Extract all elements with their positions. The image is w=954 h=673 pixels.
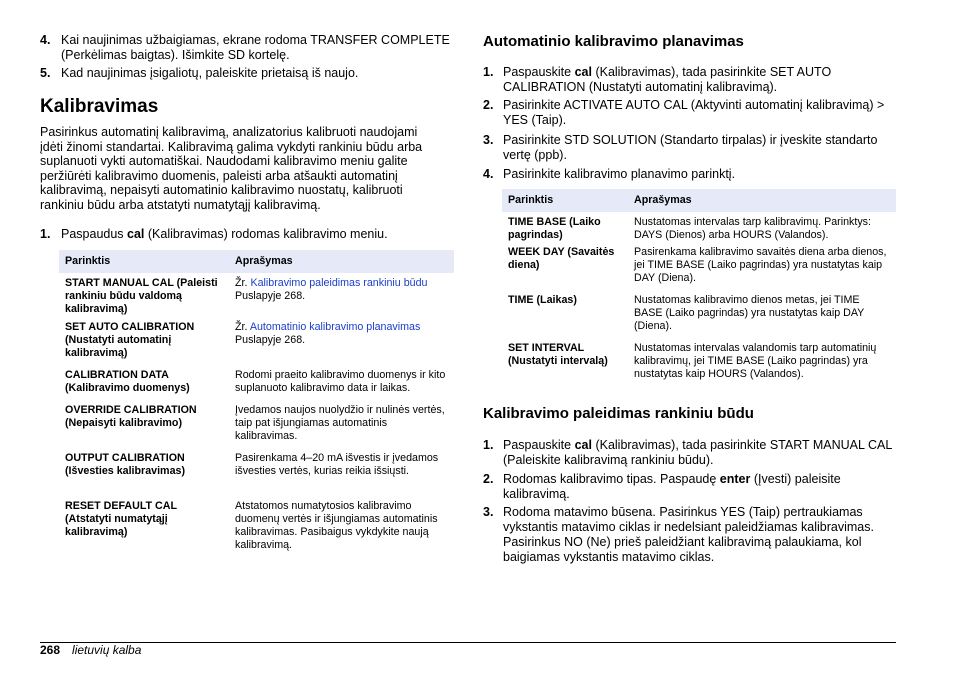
auto-cal-step-2 bbox=[483, 98, 896, 128]
calibration-intro-paragraph: Pasirinkus automatinį kalibravimą, analizatorius kalibruoti naudojami įdėti žinomi standartai. Kalibravimą galima vykdyti rankiniu būdu arba suplanuoti vykti automatiškai. Naudodami kalibravimo meniu galite peržiūrėti kalibravimo duomenis, paleisti arba atšaukti automatinį kalibravimą, nepaisyti automatinio kalibravimo nuostatų, kalibruoti rankiniu būdu arba atstatyti numatytąjį kalibravimą. bbox=[40, 125, 423, 212]
option-description: Nustatomas intervalas valandomis tarp automatinių kalibravimų, jei TIME BASE (Laiko pagrindas) yra nustatytas kaip HOURS (Valandos). bbox=[634, 342, 877, 380]
auto-calibration-options-table bbox=[502, 189, 896, 386]
table-row bbox=[59, 369, 454, 404]
key-label: cal bbox=[574, 65, 592, 79]
option-description: Žr. Kalibravimo paleidimas rankiniu būdu Puslapyje 268. bbox=[235, 277, 428, 302]
page-number: 268 bbox=[40, 643, 61, 657]
step-number: 2. bbox=[483, 98, 494, 112]
footer-divider bbox=[40, 642, 896, 643]
step-number: 1. bbox=[483, 65, 494, 79]
step-text: Pasirinkite STD SOLUTION (Standarto tirpalas) ir įveskite standarto vertę (ppb). bbox=[503, 133, 878, 162]
table-row bbox=[502, 246, 896, 294]
option-name: TIME BASE (Laiko pagrindas) bbox=[508, 216, 601, 241]
auto-cal-step-4 bbox=[483, 167, 896, 182]
step-4-update-complete bbox=[40, 33, 454, 63]
step-number: 4. bbox=[40, 33, 51, 47]
calibration-menu-table bbox=[59, 250, 454, 552]
key-label: cal bbox=[574, 438, 592, 452]
step-number: 1. bbox=[40, 227, 51, 241]
table-row bbox=[59, 404, 454, 452]
table-header-row bbox=[59, 250, 454, 273]
table-header-row bbox=[502, 189, 896, 212]
manual-cal-step-2 bbox=[483, 472, 896, 502]
option-name: CALIBRATION DATA (Kalibravimo duomenys) bbox=[65, 369, 190, 394]
step-number: 3. bbox=[483, 133, 494, 147]
step-number: 3. bbox=[483, 505, 494, 519]
auto-cal-step-3 bbox=[483, 133, 896, 163]
table-row bbox=[59, 273, 454, 321]
option-description: Pasirenkama kalibravimo savaitės diena arba dienos, jei TIME BASE (Laiko pagrindas) yra nustatytas kaip DAY (Diena). bbox=[634, 246, 887, 284]
table-row bbox=[502, 212, 896, 246]
option-description: Pasirenkama 4–20 mA išvestis ir įvedamos išvesties vertės, kurias reikia išsiųsti. bbox=[235, 452, 439, 477]
option-name: SET AUTO CALIBRATION (Nustatyti automatinį kalibravimą) bbox=[65, 321, 195, 359]
option-name: SET INTERVAL (Nustatyti intervalą) bbox=[508, 342, 608, 367]
option-description: Žr. Automatinio kalibravimo planavimas Puslapyje 268. bbox=[235, 321, 421, 346]
step-number: 1. bbox=[483, 438, 494, 452]
manual-cal-step-1 bbox=[483, 438, 896, 468]
manual-cal-step-3 bbox=[483, 505, 896, 565]
option-name: WEEK DAY (Savaitės diena) bbox=[508, 246, 615, 271]
step-text: Pasirinkite kalibravimo planavimo parinktį. bbox=[503, 167, 736, 181]
key-label: enter bbox=[719, 472, 751, 486]
step-text: Paspauskite cal (Kalibravimas), tada pasirinkite START MANUAL CAL (Paleiskite kalibravimą rankiniu būdu). bbox=[503, 438, 892, 467]
cross-reference-link[interactable]: Automatinio kalibravimo planavimas bbox=[249, 321, 421, 333]
step-number: 4. bbox=[483, 167, 494, 181]
table-row bbox=[59, 452, 454, 500]
step-number: 2. bbox=[483, 472, 494, 486]
option-name: OVERRIDE CALIBRATION (Nepaisyti kalibravimo) bbox=[65, 404, 197, 429]
page-footer bbox=[40, 643, 141, 657]
option-description: Atstatomos numatytosios kalibravimo duomenų vertės ir išjungiamas automatinis kalibravimas. Pasibaigus vykdykite naują kalibravimą. bbox=[235, 500, 438, 551]
option-description: Rodomi praeito kalibravimo duomenys ir kito suplanuoto kalibravimo data ir laikas. bbox=[235, 369, 446, 394]
step-text: Paspaudus cal (Kalibravimas) rodomas kalibravimo meniu. bbox=[61, 227, 388, 241]
option-name: RESET DEFAULT CAL (Atstatyti numatytąjį kalibravimą) bbox=[65, 500, 177, 538]
step-text: Rodoma matavimo būsena. Pasirinkus YES (Taip) pertraukiamas vykstantis matavimo ciklas ir nedelsiant paleidžiamas kalibravimas. Pasirinkus NO (Ne) prieš paleidžiant kalibravimą palaukiama, kol baigiamas vykstantis matavimo ciklas. bbox=[503, 505, 874, 564]
key-label: cal bbox=[127, 227, 145, 241]
column-header: Aprašymas bbox=[628, 189, 896, 212]
option-description: Įvedamos naujos nuolydžio ir nulinės vertės, taip pat išjungiamas automatinis kalibravimas. bbox=[235, 404, 445, 442]
option-description: Nustatomas intervalas tarp kalibravimų. Parinktys: DAYS (Dienos) arba HOURS (Valandos). bbox=[634, 216, 871, 241]
step-number: 5. bbox=[40, 66, 51, 80]
option-name: TIME (Laikas) bbox=[508, 294, 577, 306]
section-heading-auto-calibration: Automatinio kalibravimo planavimas bbox=[483, 33, 744, 50]
table-row bbox=[502, 342, 896, 386]
step-1-open-cal-menu bbox=[40, 227, 454, 242]
table-row bbox=[59, 321, 454, 369]
option-name: OUTPUT CALIBRATION (Išvesties kalibravimas) bbox=[65, 452, 186, 477]
option-description: Nustatomas kalibravimo dienos metas, jei TIME BASE (Laiko pagrindas) yra nustatytas kaip DAY (Diena). bbox=[634, 294, 865, 332]
step-text: Rodomas kalibravimo tipas. Paspaudę enter (Įvesti) paleisite kalibravimą. bbox=[503, 472, 841, 501]
section-heading-manual-calibration: Kalibravimo paleidimas rankiniu būdu bbox=[483, 405, 754, 422]
option-name: START MANUAL CAL (Paleisti rankiniu būdu valdomą kalibravimą) bbox=[65, 277, 218, 315]
column-header: Parinktis bbox=[502, 189, 628, 212]
auto-cal-step-1 bbox=[483, 65, 896, 95]
column-header: Aprašymas bbox=[229, 250, 454, 273]
step-text: Kai naujinimas užbaigiamas, ekrane rodoma TRANSFER COMPLETE (Perkėlimas baigtas). Išimkite SD kortelę. bbox=[61, 33, 450, 62]
step-text: Kad naujinimas įsigaliotų, paleiskite prietaisą iš naujo. bbox=[61, 66, 359, 80]
section-heading-calibration: Kalibravimas bbox=[40, 96, 159, 117]
step-text: Paspauskite cal (Kalibravimas), tada pasirinkite SET AUTO CALIBRATION (Nustatyti automatinį kalibravimą). bbox=[503, 65, 832, 94]
column-header: Parinktis bbox=[59, 250, 229, 273]
step-text: Pasirinkite ACTIVATE AUTO CAL (Aktyvinti automatinį kalibravimą) > YES (Taip). bbox=[503, 98, 885, 127]
table-row bbox=[502, 294, 896, 342]
cross-reference-link[interactable]: Kalibravimo paleidimas rankiniu būdu bbox=[250, 277, 428, 289]
footer-language: lietuvių kalba bbox=[72, 643, 142, 657]
table-row bbox=[59, 500, 454, 552]
step-5-restart bbox=[40, 66, 454, 81]
